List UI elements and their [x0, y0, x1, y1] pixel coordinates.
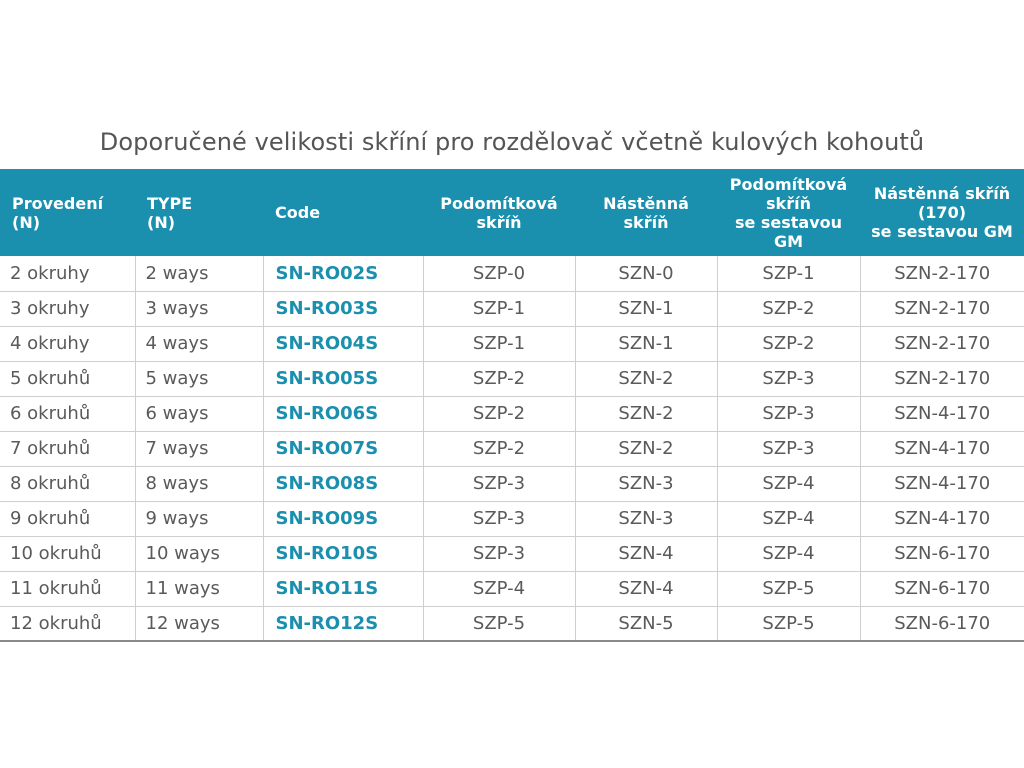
table-row [0, 466, 1024, 501]
table-row [0, 326, 1024, 361]
table-row [0, 291, 1024, 326]
cell-provedeni: 2 okruhy [0, 256, 135, 291]
table-row [0, 571, 1024, 606]
cell-type: 5 ways [135, 361, 263, 396]
cell-podomitkova-gm: SZP-5 [717, 571, 860, 606]
cell-podomitkova: SZP-2 [423, 361, 575, 396]
header-provedeni: Provedení (N) [12, 193, 104, 232]
cell-nastenna-170-gm: SZN-2-170 [894, 262, 991, 284]
cell-provedeni: 11 okruhů [0, 571, 135, 606]
cell-type: 6 ways [135, 396, 263, 431]
cell-nastenna-170-gm: SZN-2-170 [860, 361, 1024, 396]
cell-provedeni: 9 okruhů [0, 501, 135, 536]
cell-type: 4 ways [135, 326, 263, 361]
cell-provedeni: 3 okruhy [0, 291, 135, 326]
cell-nastenna: SZN-4 [575, 536, 717, 571]
table-row [0, 361, 1024, 396]
cell-provedeni: 12 okruhů [0, 606, 135, 641]
cell-podomitkova: SZP-3 [423, 466, 575, 501]
cell-podomitkova: SZP-4 [423, 571, 575, 606]
header-code: Code [275, 203, 321, 222]
cell-podomitkova: SZP-0 [423, 256, 575, 291]
cell-type: 7 ways [135, 431, 263, 466]
cell-nastenna-170-gm: SZN-6-170 [860, 571, 1024, 606]
cell-code: SN-RO05S [263, 361, 423, 396]
cell-type: 11 ways [135, 571, 263, 606]
header-podomitkova-skrin: Podomítková skříň [440, 193, 558, 232]
cell-podomitkova-gm: SZP-4 [717, 501, 860, 536]
header-nastenna-skrin: Nástěnná skříň [603, 193, 689, 232]
table-row [0, 501, 1024, 536]
table-row [0, 396, 1024, 431]
cell-provedeni: 10 okruhů [0, 536, 135, 571]
cell-code: SN-RO08S [263, 466, 423, 501]
cell-nastenna-170-gm: SZN-4-170 [860, 501, 1024, 536]
table-header-row [0, 169, 1024, 256]
cell-nastenna: SZN-1 [575, 291, 717, 326]
cell-nastenna: SZN-2 [575, 431, 717, 466]
header-nastenna-skrin-170-gm: Nástěnná skříň (170) se sestavou GM [871, 184, 1013, 241]
cell-podomitkova: SZP-5 [423, 606, 575, 641]
cell-podomitkova-gm: SZP-2 [717, 291, 860, 326]
table-row [0, 606, 1024, 641]
cell-podomitkova: SZP-1 [423, 291, 575, 326]
cell-podomitkova: SZP-2 [423, 431, 575, 466]
cell-podomitkova: SZP-2 [423, 396, 575, 431]
cell-podomitkova-gm: SZP-3 [717, 431, 860, 466]
cell-nastenna-170-gm: SZN-4-170 [860, 396, 1024, 431]
cell-podomitkova: SZP-1 [423, 326, 575, 361]
cell-nastenna: SZN-4 [575, 571, 717, 606]
cell-code: SN-RO11S [263, 571, 423, 606]
cell-nastenna: SZN-3 [575, 466, 717, 501]
cell-nastenna: SZN-2 [575, 396, 717, 431]
cell-podomitkova-gm: SZP-3 [717, 361, 860, 396]
table-row [0, 256, 1024, 291]
cell-type: 12 ways [135, 606, 263, 641]
cell-nastenna-170-gm: SZN-6-170 [860, 606, 1024, 641]
table-body [0, 256, 1024, 641]
cell-podomitkova-gm: SZP-2 [717, 326, 860, 361]
cell-nastenna: SZN-3 [575, 501, 717, 536]
cell-podomitkova-gm: SZP-5 [717, 606, 860, 641]
cell-type: 3 ways [135, 291, 263, 326]
header-podomitkova-skrin-gm: Podomítková skříň se sestavou GM [729, 174, 848, 251]
cell-nastenna: SZN-0 [575, 256, 717, 291]
cell-nastenna-170-gm: SZN-4-170 [860, 431, 1024, 466]
cell-code: SN-RO06S [263, 396, 423, 431]
cell-code: SN-RO03S [263, 291, 423, 326]
cell-type: 10 ways [135, 536, 263, 571]
cell-nastenna-170-gm: SZN-4-170 [860, 466, 1024, 501]
cell-type: 9 ways [135, 501, 263, 536]
cell-code: SN-RO12S [263, 606, 423, 641]
table-row [0, 431, 1024, 466]
cell-code: SN-RO09S [263, 501, 423, 536]
cell-podomitkova-gm: SZP-4 [717, 536, 860, 571]
table-row [0, 536, 1024, 571]
cell-podomitkova: SZP-3 [423, 536, 575, 571]
cell-nastenna: SZN-5 [575, 606, 717, 641]
cell-code: SN-RO07S [263, 431, 423, 466]
cell-provedeni: 8 okruhů [0, 466, 135, 501]
cell-type: 8 ways [135, 466, 263, 501]
cell-provedeni: 7 okruhů [0, 431, 135, 466]
cell-code: SN-RO04S [263, 326, 423, 361]
cell-nastenna-170-gm: SZN-2-170 [860, 326, 1024, 361]
cell-nastenna-170-gm: SZN-2-170 [860, 291, 1024, 326]
cabinet-size-table [0, 169, 1024, 642]
cell-nastenna-170-gm: SZN-6-170 [860, 536, 1024, 571]
cell-podomitkova: SZP-3 [423, 501, 575, 536]
cell-provedeni: 5 okruhů [0, 361, 135, 396]
cell-podomitkova-gm: SZP-4 [717, 466, 860, 501]
cell-podomitkova-gm: SZP-3 [717, 396, 860, 431]
cell-podomitkova-gm: SZP-1 [717, 256, 860, 291]
page-title: Doporučené velikosti skříní pro rozdělovač včetně kulových kohoutů [99, 128, 925, 156]
cell-code: SN-RO02S [263, 256, 423, 291]
cell-provedeni: 4 okruhy [0, 326, 135, 361]
cell-provedeni: 6 okruhů [0, 396, 135, 431]
header-type: TYPE (N) [147, 193, 193, 232]
cell-nastenna: SZN-1 [575, 326, 717, 361]
cell-code: SN-RO10S [263, 536, 423, 571]
cell-type: 2 ways [135, 256, 263, 291]
cell-nastenna: SZN-2 [575, 361, 717, 396]
